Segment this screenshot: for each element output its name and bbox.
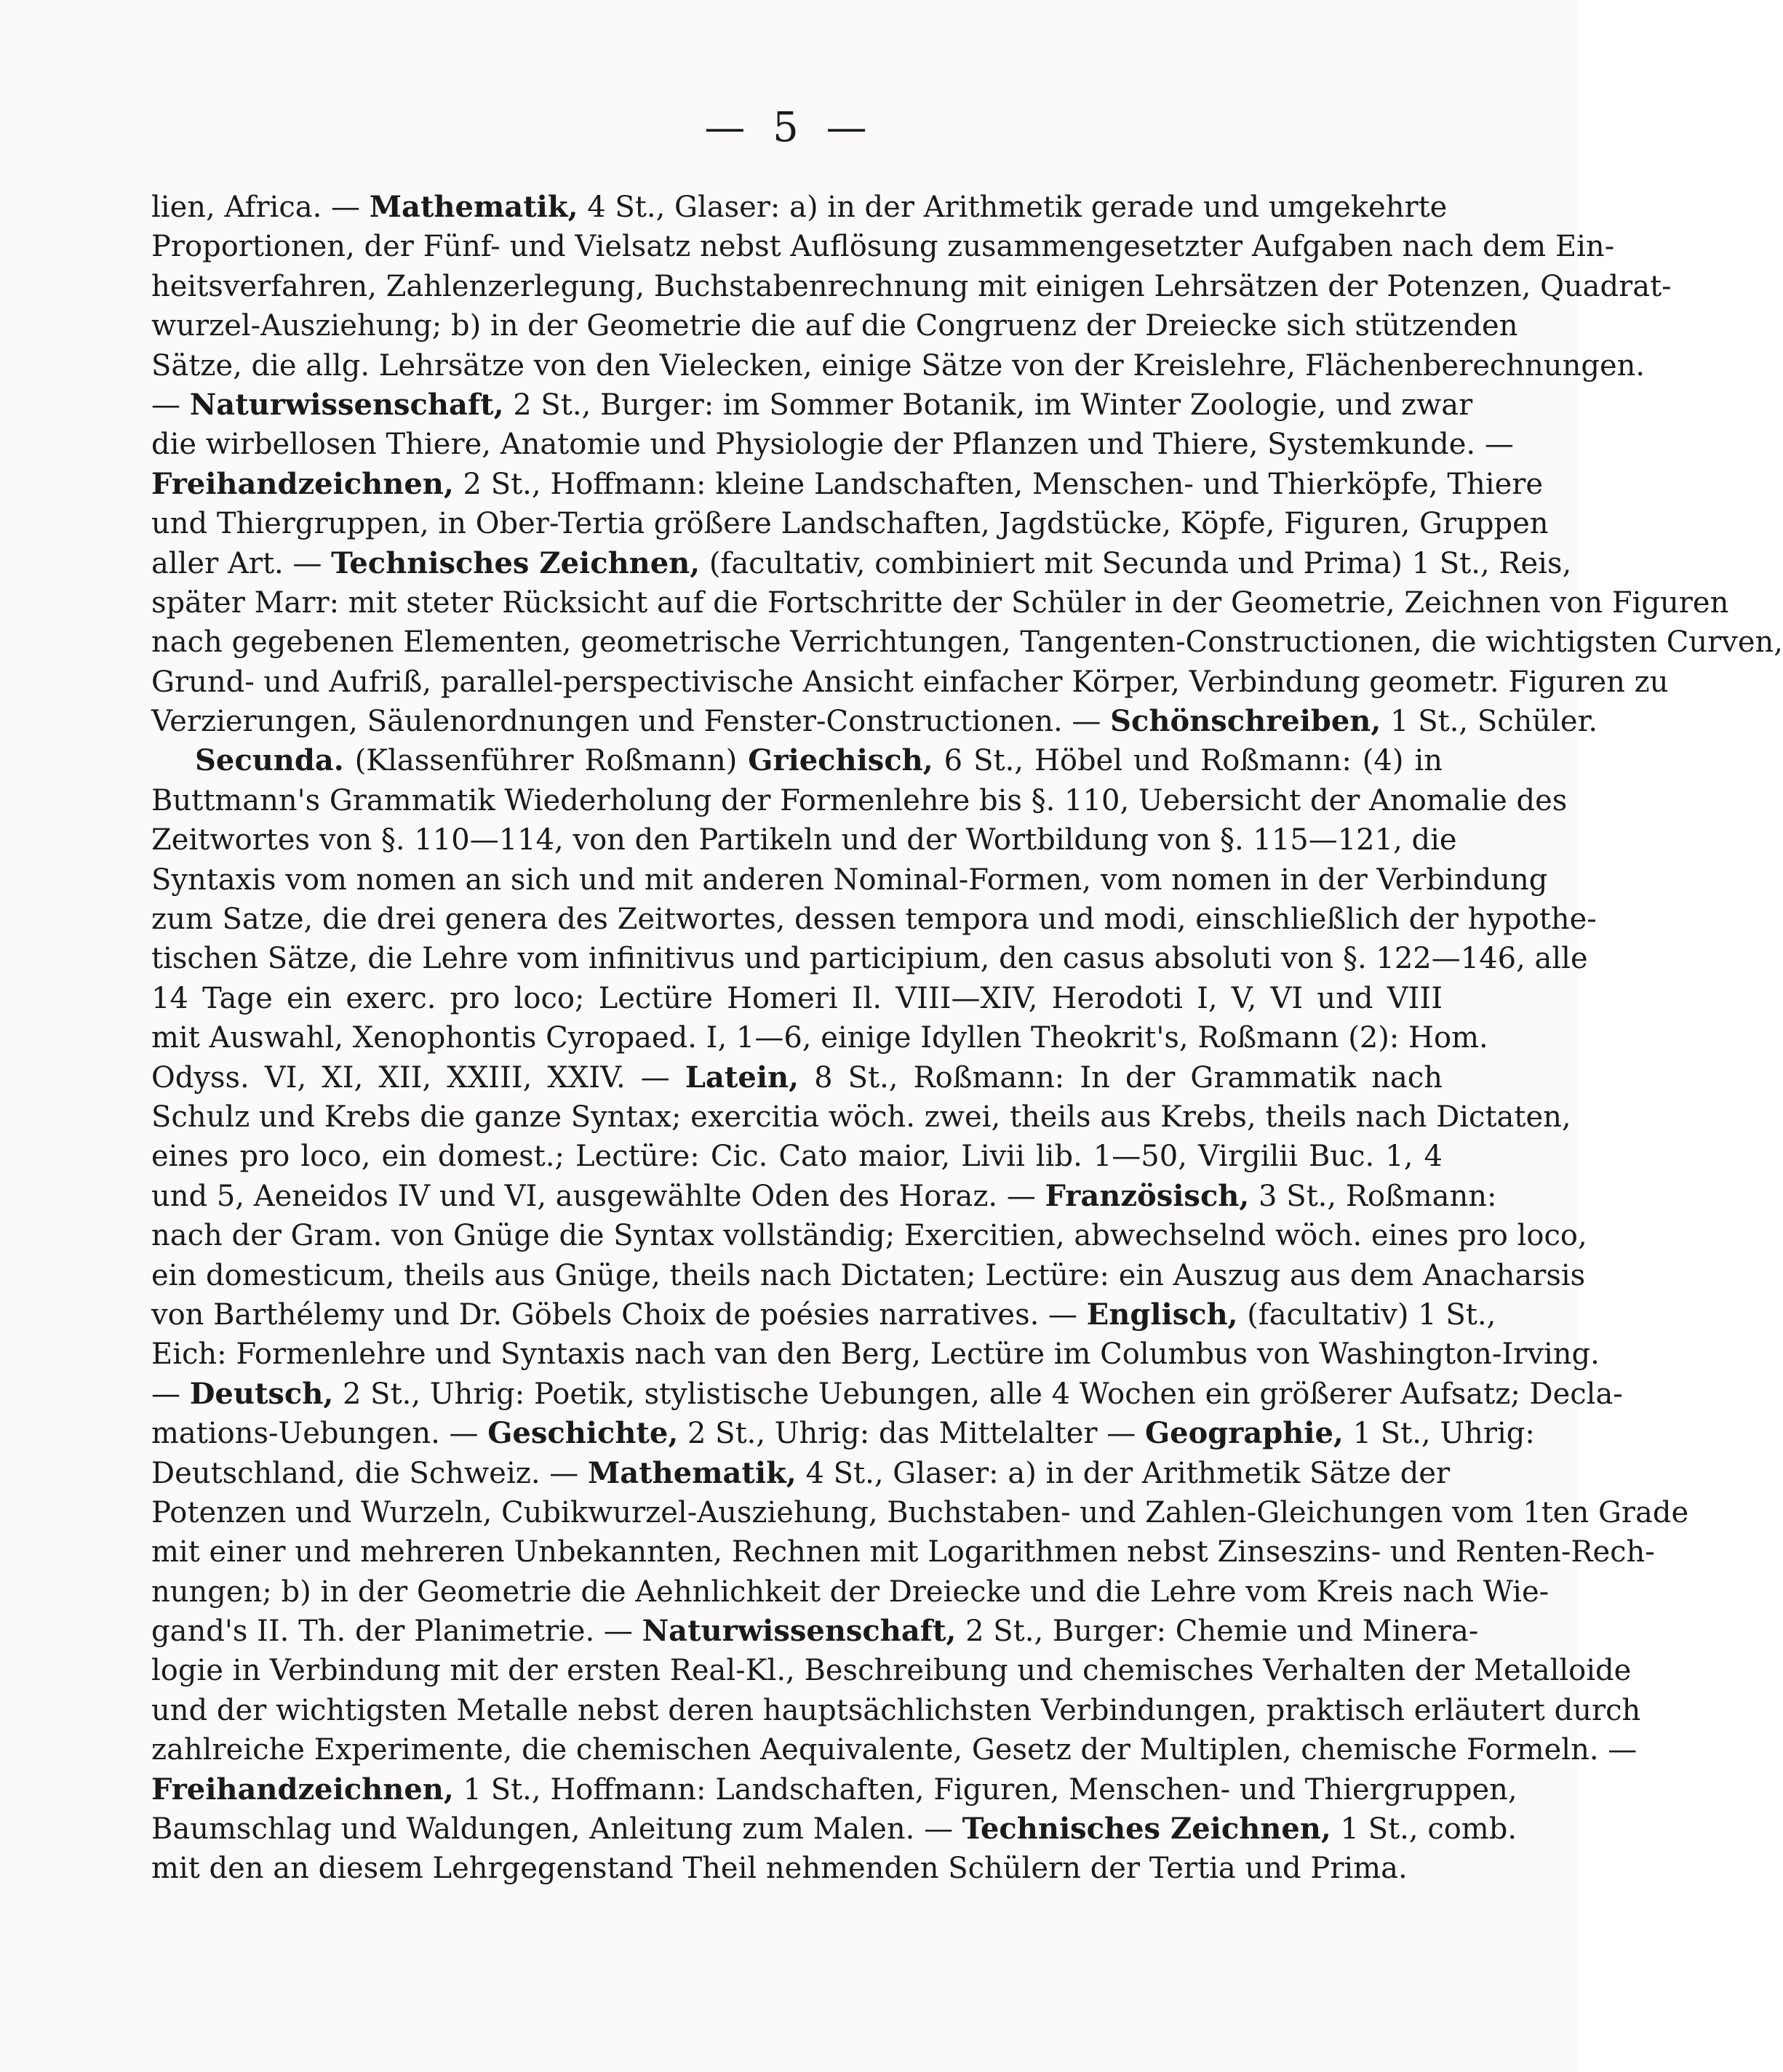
text-line bbox=[151, 1216, 1587, 1255]
text-line bbox=[151, 939, 1588, 978]
text-segment: Syntaxis vom nomen an sich und mit anderen Nominal-Formen, vom nomen in der Verbindung bbox=[151, 863, 1548, 897]
text-segment: — bbox=[151, 388, 190, 422]
text-line bbox=[151, 1730, 1638, 1769]
text-segment: Potenzen und Wurzeln, Cubikwurzel-Ausziehung, Buchstaben- und Zahlen-Gleichungen vom 1ten Grade bbox=[151, 1495, 1689, 1529]
text-segment: (facultativ) 1 St., bbox=[1237, 1297, 1496, 1332]
text-line bbox=[151, 385, 1473, 425]
text-segment: 4 St., Glaser: a) in der Arithmetik Sätze der bbox=[796, 1456, 1451, 1490]
text-segment: zahlreiche Experimente, die chemischen Aequivalente, Gesetz der Multiplen, chemische Formeln. — bbox=[151, 1733, 1638, 1767]
text-line bbox=[151, 227, 1615, 266]
text-line bbox=[151, 979, 1443, 1018]
text-segment: mit einer und mehreren Unbekannten, Rechnen mit Logarithmen nebst Zinseszins- und Renten-Rech- bbox=[151, 1535, 1655, 1569]
text-line bbox=[151, 1849, 1443, 1888]
text-segment: Eich: Formenlehre und Syntaxis nach van den Berg, Lectüre im Columbus von Washington-Irving. bbox=[151, 1337, 1600, 1372]
text-line bbox=[151, 1612, 1479, 1651]
text-line bbox=[151, 1770, 1517, 1809]
subject-heading: Latein, bbox=[685, 1060, 799, 1095]
text-segment: 8 St., Roßmann: In der Grammatik nach bbox=[799, 1060, 1443, 1095]
text-segment: 2 St., Uhrig: das Mittelalter — bbox=[678, 1417, 1145, 1451]
text-line bbox=[151, 346, 1646, 385]
subject-heading: Technisches Zeichnen, bbox=[331, 545, 701, 580]
text-segment: aller Art. — bbox=[151, 546, 332, 580]
text-line bbox=[151, 1454, 1451, 1493]
subject-heading: Mathematik, bbox=[587, 1455, 797, 1490]
text-line bbox=[151, 1018, 1488, 1057]
text-segment: 3 St., Roßmann: bbox=[1249, 1179, 1497, 1213]
text-line bbox=[151, 1651, 1632, 1690]
text-line bbox=[151, 1375, 1623, 1414]
text-body bbox=[151, 188, 1783, 1889]
text-segment: gand's II. Th. der Planimetrie. — bbox=[151, 1615, 642, 1649]
subject-heading: Deutsch, bbox=[189, 1376, 334, 1411]
text-line bbox=[151, 1295, 1496, 1335]
text-segment: 2 St., Hoffmann: kleine Landschaften, Menschen- und Thierköpfe, Thiere bbox=[453, 467, 1544, 501]
text-segment: Proportionen, der Fünf- und Vielsatz nebst Auflösung zusammengesetzter Aufgaben nach dem Ein- bbox=[151, 230, 1615, 264]
subject-heading: Schönschreiben, bbox=[1110, 704, 1381, 739]
text-segment: 1 St., comb. bbox=[1331, 1812, 1517, 1847]
text-line bbox=[151, 1137, 1443, 1176]
text-line bbox=[151, 306, 1518, 345]
text-segment: Grund- und Aufriß, parallel-perspectivische Ansicht einfacher Körper, Verbindung geometr. Figuren zu bbox=[151, 665, 1669, 699]
text-segment: 4 St., Glaser: a) in der Arithmetik gerade und umgekehrte bbox=[578, 191, 1448, 224]
text-segment: Sätze, die allg. Lehrsätze von den Vielecken, einige Sätze von der Kreislehre, Flächenberechnungen. bbox=[151, 348, 1646, 383]
text-segment: nungen; b) in der Geometrie die Aehnlichkeit der Dreiecke und die Lehre vom Kreis nach Wie- bbox=[151, 1575, 1549, 1609]
text-segment: zum Satze, die drei genera des Zeitwortes, dessen tempora und modi, einschließlich der hypothe- bbox=[151, 903, 1597, 937]
text-line bbox=[151, 425, 1514, 464]
subject-heading: Technisches Zeichnen, bbox=[962, 1812, 1331, 1847]
subject-heading: Englisch, bbox=[1086, 1297, 1238, 1332]
text-segment: die wirbellosen Thiere, Anatomie und Physiologie der Pflanzen und Thiere, Systemkunde. — bbox=[151, 428, 1514, 462]
text-line bbox=[151, 267, 1672, 306]
text-segment: (facultativ, combiniert mit Secunda und Prima) 1 St., Reis, bbox=[700, 546, 1572, 580]
text-segment: tischen Sätze, die Lehre vom infinitivus und participium, den casus absoluti von §. 122—146, alle bbox=[151, 942, 1588, 976]
text-line bbox=[151, 860, 1548, 900]
text-line bbox=[151, 1097, 1571, 1137]
text-segment: Schulz und Krebs die ganze Syntax; exercitia wöch. zwei, theils aus Krebs, theils nach Dictaten, bbox=[151, 1100, 1571, 1134]
text-segment: Zeitwortes von §. 110—114, von den Partikeln und der Wortbildung von §. 115—121, die bbox=[151, 823, 1457, 857]
text-segment: nach der Gram. von Gnüge die Syntax vollständig; Exercitien, abwechselnd wöch. eines pro loco, bbox=[151, 1219, 1587, 1253]
text-line bbox=[151, 900, 1597, 939]
subject-heading: Freihandzeichnen, bbox=[151, 1772, 454, 1807]
subject-heading: Secunda. bbox=[195, 743, 344, 778]
text-segment: Buttmann's Grammatik Wiederholung der Formenlehre bis §. 110, Uebersicht der Anomalie des bbox=[151, 783, 1568, 817]
text-segment: lien, Africa. — bbox=[151, 191, 370, 224]
text-line bbox=[151, 1809, 1517, 1849]
text-line bbox=[151, 820, 1457, 860]
subject-heading: Französisch, bbox=[1045, 1178, 1250, 1213]
text-line bbox=[151, 1256, 1586, 1295]
subject-heading: Naturwissenschaft, bbox=[189, 387, 504, 422]
text-segment: — bbox=[151, 1377, 190, 1411]
text-line bbox=[151, 1058, 1443, 1097]
text-line bbox=[151, 583, 1729, 623]
subject-heading: Geschichte, bbox=[487, 1416, 679, 1451]
text-segment: nach gegebenen Elementen, geometrische Verrichtungen, Tangenten-Constructionen, die wichtigsten Curven, bbox=[151, 625, 1783, 660]
text-segment: Baumschlag und Waldungen, Anleitung zum Malen. — bbox=[151, 1812, 962, 1847]
text-segment: 2 St., Burger: im Sommer Botanik, im Winter Zoologie, und zwar bbox=[503, 388, 1473, 422]
text-segment: 14 Tage ein exerc. pro loco; Lectüre Homeri Il. VIII—XIV, Herodoti I, V, VI und VIII bbox=[151, 981, 1443, 1015]
text-segment: mations-Uebungen. — bbox=[151, 1417, 488, 1451]
text-segment: Verzierungen, Säulenordnungen und Fenster-Constructionen. — bbox=[151, 705, 1111, 739]
text-segment: später Marr: mit steter Rücksicht auf die Fortschritte der Schüler in der Geometrie, Zeichnen von Figuren bbox=[151, 585, 1729, 620]
text-segment: und der wichtigsten Metalle nebst deren hauptsächlichsten Verbindungen, praktisch erläutert durch bbox=[151, 1693, 1641, 1727]
subject-heading: Geographie, bbox=[1144, 1416, 1344, 1451]
text-segment: eines pro loco, ein domest.; Lectüre: Cic. Cato maior, Livii lib. 1—50, Virgilii Buc. 1, 4 bbox=[151, 1140, 1443, 1174]
text-line bbox=[151, 1691, 1641, 1730]
text-segment: 2 St., Uhrig: Poetik, stylistische Uebungen, alle 4 Wochen ein größerer Aufsatz; Decla- bbox=[333, 1377, 1623, 1411]
text-line bbox=[151, 1414, 1535, 1453]
text-line bbox=[151, 623, 1783, 662]
subject-heading: Freihandzeichnen, bbox=[151, 466, 454, 501]
subject-heading: Griechisch, bbox=[748, 743, 933, 778]
text-line bbox=[151, 781, 1568, 820]
text-segment: wurzel-Ausziehung; b) in der Geometrie die auf die Congruenz der Dreiecke sich stützenden bbox=[151, 309, 1518, 343]
text-segment: und Thiergruppen, in Ober-Tertia größere Landschaften, Jagdstücke, Köpfe, Figuren, Gruppen bbox=[151, 507, 1549, 541]
text-segment: mit Auswahl, Xenophontis Cyropaed. I, 1—6, einige Idyllen Theokrit's, Roßmann (2): Hom. bbox=[151, 1021, 1488, 1055]
text-segment: 1 St., Hoffmann: Landschaften, Figuren, Menschen- und Thiergruppen, bbox=[453, 1772, 1517, 1807]
text-segment: 1 St., Uhrig: bbox=[1343, 1417, 1535, 1451]
text-segment: und 5, Aeneidos IV und VI, ausgewählte Oden des Horaz. — bbox=[151, 1179, 1045, 1213]
text-segment: ein domesticum, theils aus Gnüge, theils nach Dictaten; Lectüre: ein Auszug aus dem Anacharsis bbox=[151, 1258, 1586, 1292]
text-segment: logie in Verbindung mit der ersten Real-Kl., Beschreibung und chemisches Verhalten der Metalloide bbox=[151, 1654, 1632, 1688]
text-line bbox=[151, 1532, 1655, 1572]
text-segment: heitsverfahren, Zahlenzerlegung, Buchstabenrechnung mit einigen Lehrsätzen der Potenzen, Quadrat- bbox=[151, 269, 1672, 303]
text-segment: 6 St., Höbel und Roßmann: (4) in bbox=[933, 744, 1443, 778]
text-line bbox=[151, 504, 1549, 543]
text-line bbox=[151, 465, 1544, 504]
text-line bbox=[151, 188, 1448, 227]
subject-heading: Mathematik, bbox=[369, 190, 578, 224]
text-line bbox=[151, 1572, 1549, 1612]
text-line bbox=[151, 1335, 1600, 1374]
page-number: — 5 — bbox=[704, 104, 874, 151]
text-segment: 2 St., Burger: Chemie und Minera- bbox=[956, 1615, 1479, 1649]
text-segment: Odyss. VI, XI, XII, XXIII, XXIV. — bbox=[151, 1060, 685, 1095]
text-segment: mit den an diesem Lehrgegenstand Theil nehmenden Schülern der Tertia und Prima. bbox=[151, 1852, 1408, 1886]
text-line bbox=[151, 663, 1669, 702]
text-line bbox=[151, 741, 1443, 780]
text-line bbox=[151, 544, 1572, 583]
text-segment: von Barthélemy und Dr. Göbels Choix de poésies narratives. — bbox=[151, 1297, 1087, 1332]
text-segment: Deutschland, die Schweiz. — bbox=[151, 1456, 588, 1490]
subject-heading: Naturwissenschaft, bbox=[642, 1614, 957, 1649]
text-segment: 1 St., Schüler. bbox=[1381, 705, 1598, 739]
text-line bbox=[151, 1493, 1689, 1532]
text-segment: (Klassenführer Roßmann) bbox=[343, 744, 749, 778]
text-line bbox=[151, 1177, 1497, 1216]
text-line bbox=[151, 702, 1598, 741]
